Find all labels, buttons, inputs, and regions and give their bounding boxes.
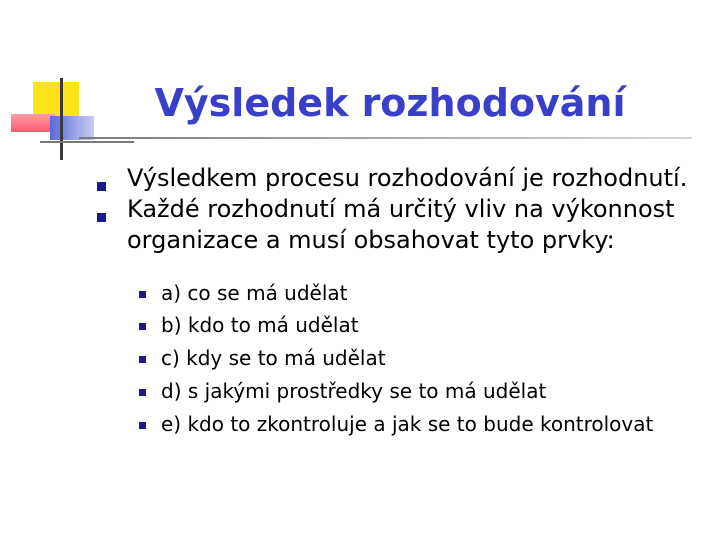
subbullet-square-icon (139, 291, 146, 298)
subbullet-text: c) kdy se to má udělat (161, 346, 386, 370)
bullet-square-icon (97, 213, 106, 222)
subbullet-text: e) kdo to zkontroluje a jak se to bude kontrolovat (161, 412, 654, 436)
title-underline (79, 137, 692, 139)
decorative-horizontal-line (40, 141, 134, 143)
subbullet-square-icon (139, 356, 146, 363)
subbullet-text: d) s jakými prostředky se to má udělat (161, 379, 547, 403)
subbullet-text: b) kdo to má udělat (161, 313, 359, 337)
subbullet-square-icon (139, 323, 146, 330)
bullet-text: Výsledkem procesu rozhodování je rozhodnutí. (127, 164, 688, 192)
subbullet-square-icon (139, 422, 146, 429)
decorative-vertical-line (60, 78, 63, 160)
bullet-square-icon (97, 182, 106, 191)
decorative-red-bar (11, 114, 55, 132)
subbullet-text: a) co se má udělat (161, 281, 348, 305)
slide-title: Výsledek rozhodování (154, 81, 626, 125)
subbullet-square-icon (139, 389, 146, 396)
bullet-text: Každé rozhodnutí má určitý vliv na výkonnost (127, 195, 675, 223)
bullet-text-continuation: organizace a musí obsahovat tyto prvky: (127, 226, 615, 254)
